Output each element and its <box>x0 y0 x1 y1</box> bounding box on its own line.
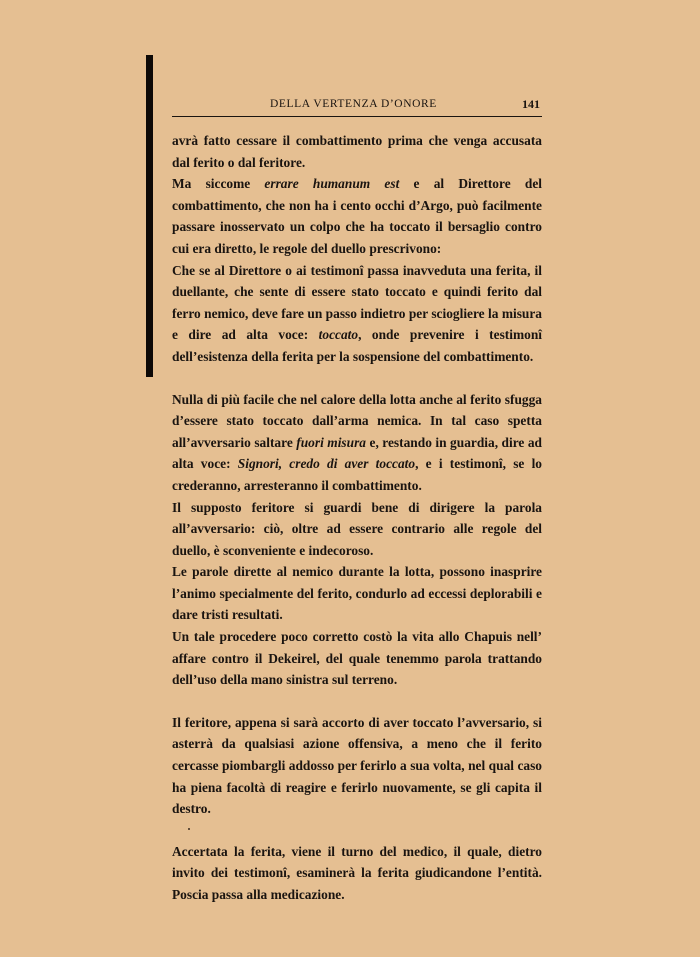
page-number: 141 <box>522 97 540 111</box>
page-body <box>172 130 542 906</box>
paragraph: avrà fatto cessare il combattimento prima che venga accusata dal ferito o dal feritore. <box>172 133 542 170</box>
paragraph: Che se al Direttore o ai testimonî passa inavveduta una ferita, il duellante, che sente di essere stato toccato e quindi ferito dal ferro nemico, deve fare un passo indietro per sciogliere la misura e dire ad alta voce: toccato, onde prevenire i testimonî dell’esistenza della ferita per la sospensione del combattimento. <box>172 262 542 364</box>
paragraph: Nulla di più facile che nel calore della lotta anche al ferito sfugga d’essere stato toccato dall’arma nemica. In tal caso spetta all’avversario saltare fuori misura e, restando in guardia, dire ad alta voce: Signori, credo di aver toccato, e i testimonî, se lo crederanno, arresteranno il combattimento. <box>172 391 542 493</box>
running-title: DELLA VERTENZA D’ONORE <box>270 98 437 110</box>
paragraph: Il supposto feritore si guardi bene di dirigere la parola all’avversario: ciò, oltre ad essere contrario alle regole del duello, è sconveniente e indecoroso. <box>172 499 542 558</box>
paragraph: Il feritore, appena si sarà accorto di aver toccato l’avversario, si asterrà da qualsiasi azione offensiva, a meno che il ferito cercasse piombargli addosso per ferirlo a sua volta, nel qual caso ha piena facoltà di reagire e ferirlo nuovamente, se gli capita il destro. <box>172 714 542 817</box>
spacer <box>172 820 542 841</box>
spacer <box>172 368 542 389</box>
margin-marker-bar <box>146 55 153 377</box>
running-header <box>172 96 542 117</box>
spacer <box>172 691 542 712</box>
paragraph: Accertata la ferita, viene il turno del medico, il quale, dietro invito dei testimonî, esaminerà la ferita giudicandone l’entità. Poscia passa alla medicazione. <box>172 843 542 902</box>
paragraph: Ma siccome errare humanum est e al Direttore del combattimento, che non ha i cento occhi d’Argo, può facilmente passare inosservato un colpo che ha toccato il bersaglio contro cui era diretto, le regole del duello prescrivono: <box>172 176 542 256</box>
ink-speck <box>188 828 190 830</box>
paragraph: Un tale procedere poco corretto costò la vita allo Chapuis nell’ affare contro il Dekeirel, del quale tenemmo parola trattando dell’uso della mano sinistra sul terreno. <box>172 629 542 688</box>
paragraph: Le parole dirette al nemico durante la lotta, possono inasprire l’animo specialmente del ferito, condurlo ad eccessi deplorabili e dare tristi resultati. <box>172 564 542 623</box>
